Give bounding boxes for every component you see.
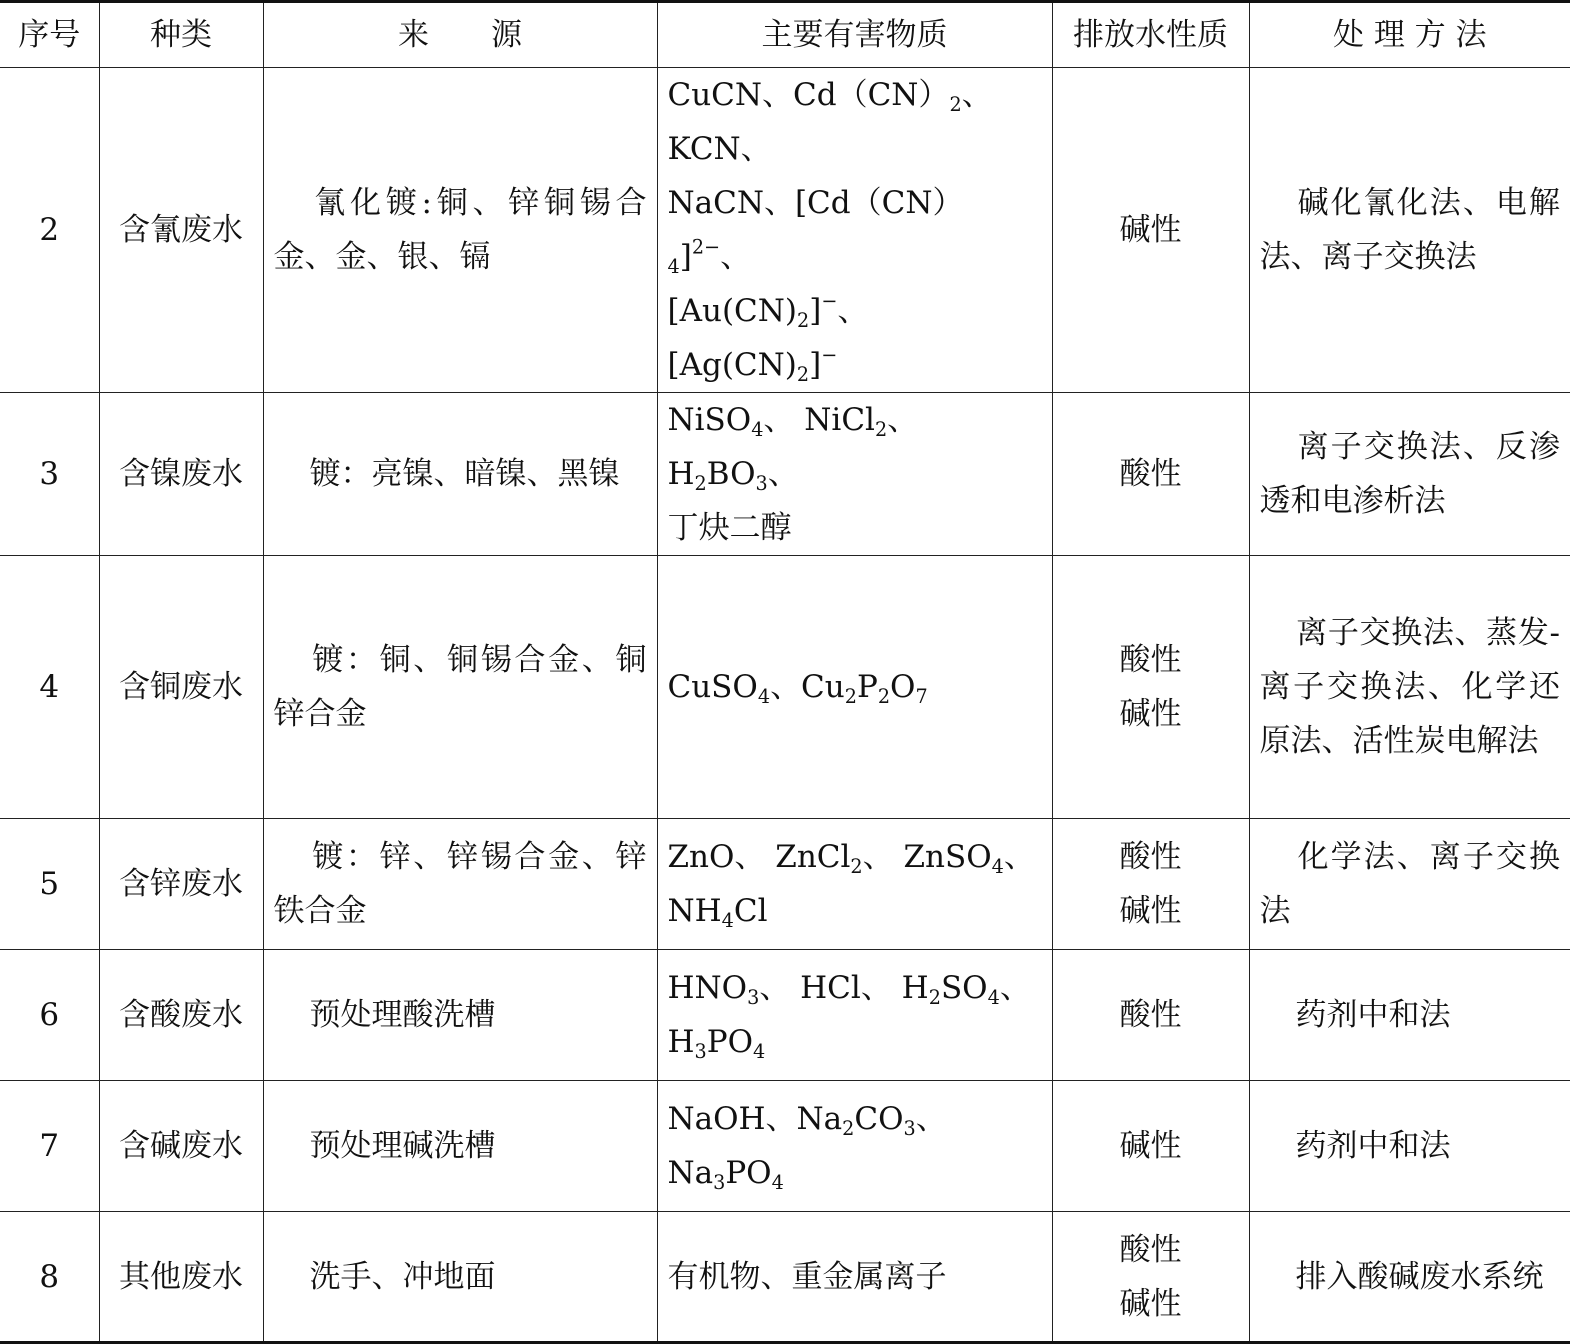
header-row	[0, 2, 1570, 68]
nature-line: 酸性	[1119, 1231, 1182, 1268]
cell-nature	[1052, 393, 1249, 556]
cell-substances	[657, 1081, 1052, 1212]
header-no: 序号	[0, 2, 99, 68]
cell-nature	[1052, 1212, 1249, 1343]
cell-no: 2	[0, 68, 99, 393]
cell-substances	[657, 819, 1052, 950]
table-row	[0, 1081, 1570, 1212]
table-row	[0, 819, 1570, 950]
cell-nature	[1052, 1081, 1249, 1212]
nature-line: 酸性	[1119, 642, 1182, 678]
cell-kind: 含铜废水	[99, 556, 263, 819]
cell-substances	[657, 393, 1052, 556]
cell-kind: 含碱废水	[99, 1081, 263, 1212]
cell-method-text: 化学法、离子交换法	[1259, 839, 1560, 929]
cell-nature	[1052, 819, 1249, 950]
cell-method	[1249, 393, 1570, 556]
cell-method-text: 排入酸碱废水系统	[1295, 1258, 1544, 1295]
substance-line: $HNO_3$、 HCl、 $H_2SO_4$、	[667, 970, 1031, 1009]
cell-nature	[1052, 68, 1249, 393]
cell-source-text: 镀：锌、锌锡合金、锌铁合金	[273, 839, 647, 929]
cell-method	[1249, 1081, 1570, 1212]
cell-no: 5	[0, 819, 99, 950]
cell-source	[263, 1081, 657, 1212]
cell-source-text: 镀：亮镍、暗镍、黑镍	[309, 456, 620, 492]
nature-line: 碱性	[1119, 1128, 1182, 1164]
cell-method-text: 碱化氰化法、电解法、离子交换法	[1259, 185, 1560, 275]
cell-source	[263, 819, 657, 950]
nature-line: 碱性	[1119, 212, 1182, 248]
cell-method-text: 药剂中和法	[1295, 997, 1451, 1033]
cell-no: 3	[0, 393, 99, 556]
cell-source	[263, 393, 657, 556]
cell-substances	[657, 950, 1052, 1081]
substance-line: NaOH、$Na_2CO_3$、$Na_3PO_4$	[667, 1101, 947, 1194]
cell-source	[263, 1212, 657, 1343]
cell-method	[1249, 1212, 1570, 1343]
cell-source-text: 洗手、冲地面	[309, 1258, 496, 1295]
substance-line: $H_3PO_4$	[667, 1024, 766, 1063]
nature-line: 碱性	[1119, 696, 1182, 732]
header-source: 来 源	[263, 2, 657, 68]
substance-line: NaCN、$[Cd(CN)_4]^{2-}$、	[667, 185, 964, 278]
table-row	[0, 68, 1570, 393]
table-row	[0, 556, 1570, 819]
cell-source-text: 镀：铜、铜锡合金、铜锌合金	[273, 642, 647, 732]
substance-line: CuCN、$Cd(CN)_2$、KCN、	[667, 77, 993, 167]
substance-line: $[Au(CN)_2]^-$、	[667, 289, 869, 332]
cell-substances	[657, 1212, 1052, 1343]
cell-substances	[657, 556, 1052, 819]
cell-method-text: 离子交换法、蒸发-离子交换法、化学还原法、活性炭电解法	[1259, 615, 1560, 759]
header-kind: 种类	[99, 2, 263, 68]
table-row	[0, 1212, 1570, 1343]
table-row	[0, 393, 1570, 556]
header-method: 处 理 方 法	[1249, 2, 1570, 68]
nature-line: 酸性	[1119, 839, 1182, 875]
cell-source-text: 预处理碱洗槽	[309, 1128, 496, 1164]
substance-line: $NH_4Cl$	[667, 893, 768, 932]
substance-line: NiSO$_4$、 NiCl$_2$、 $H_2BO_3$、	[667, 402, 919, 495]
cell-kind: 含镍废水	[99, 393, 263, 556]
nature-line: 碱性	[1119, 893, 1182, 929]
cell-kind: 含氰废水	[99, 68, 263, 393]
cell-no: 6	[0, 950, 99, 1081]
cell-source	[263, 68, 657, 393]
cell-nature	[1052, 556, 1249, 819]
header-nature: 排放水性质	[1052, 2, 1249, 68]
cell-source	[263, 556, 657, 819]
cell-source-text: 预处理酸洗槽	[309, 997, 496, 1033]
substance-line: 有机物、重金属离子	[667, 1258, 947, 1295]
cell-no: 7	[0, 1081, 99, 1212]
nature-line: 酸性	[1119, 456, 1182, 492]
cell-kind: 其他废水	[99, 1212, 263, 1343]
cell-method	[1249, 68, 1570, 393]
cell-no: 4	[0, 556, 99, 819]
header-substances: 主要有害物质	[657, 2, 1052, 68]
cell-method-text: 离子交换法、反渗透和电渗析法	[1259, 429, 1560, 519]
nature-line: 酸性	[1119, 997, 1182, 1033]
substance-line: CuSO$_4$、$Cu_2P_2O_7$	[667, 669, 928, 708]
cell-kind: 含锌废水	[99, 819, 263, 950]
cell-substances	[657, 68, 1052, 393]
substance-line: $[Ag(CN)_2]^-$	[667, 343, 838, 386]
cell-no: 8	[0, 1212, 99, 1343]
cell-kind: 含酸废水	[99, 950, 263, 1081]
cell-method	[1249, 950, 1570, 1081]
nature-line: 碱性	[1119, 1285, 1182, 1322]
cell-method	[1249, 819, 1570, 950]
cell-nature	[1052, 950, 1249, 1081]
cell-method-text: 药剂中和法	[1295, 1128, 1451, 1164]
substance-line: ZnO、 ZnCl$_2$、 ZnSO$_4$、	[667, 839, 1035, 878]
table-row	[0, 950, 1570, 1081]
cell-method	[1249, 556, 1570, 819]
substance-line: 丁炔二醇	[667, 510, 792, 546]
cell-source	[263, 950, 657, 1081]
cell-source-text: 氰化镀:铜、锌铜锡合金、金、银、镉	[273, 185, 647, 275]
